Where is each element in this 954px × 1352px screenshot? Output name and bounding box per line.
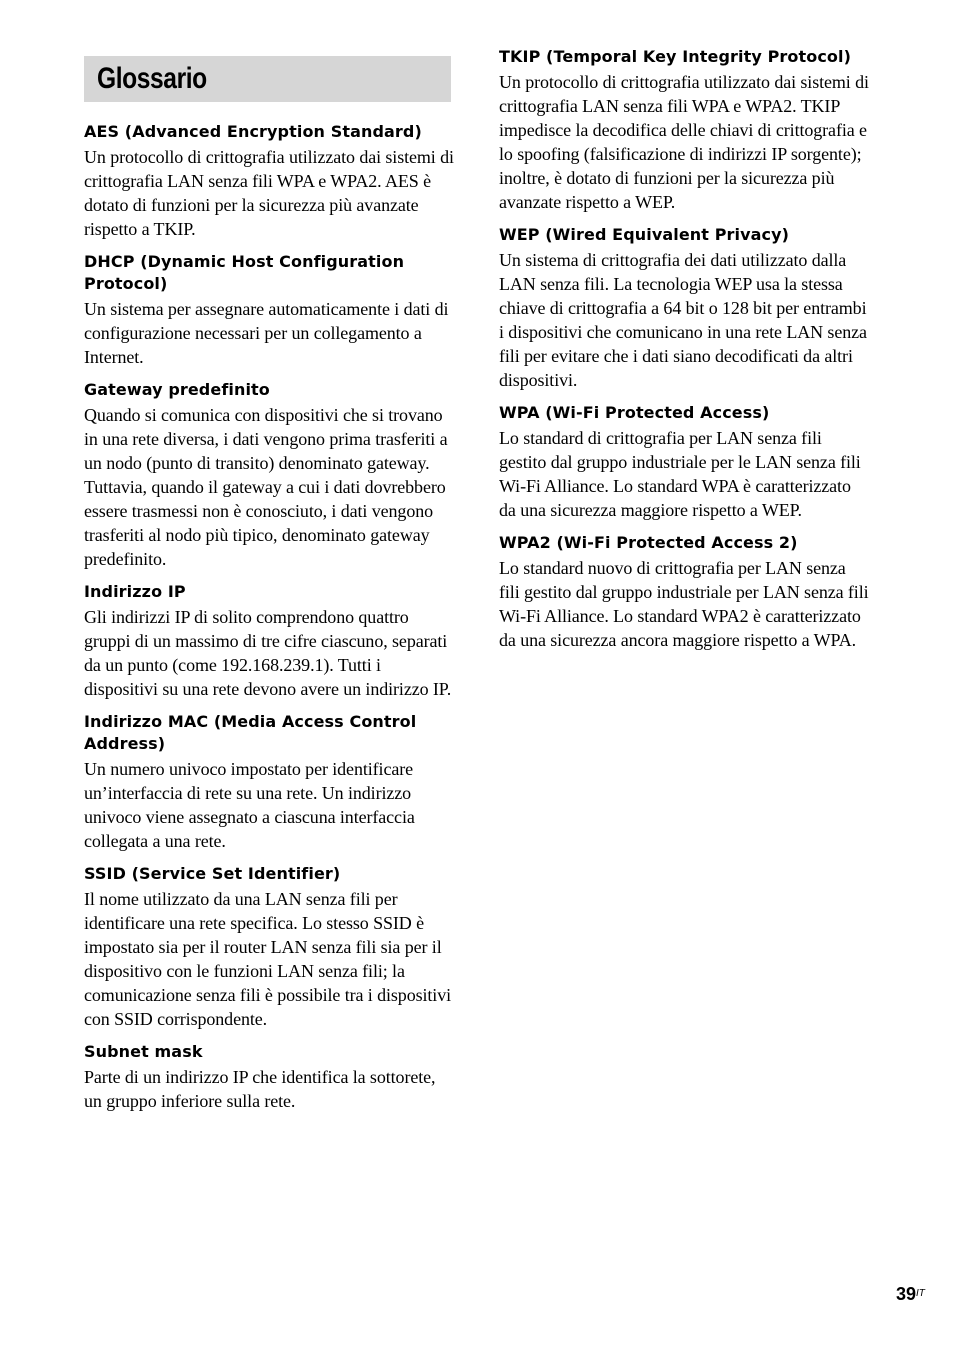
glossary-term: AES (Advanced Encryption Standard)	[84, 122, 422, 141]
glossary-definition: Quando si comunica con dispositivi che si trovano in una rete diversa, i dati vengono prima trasferiti a un nodo (punto di transito) denominato gateway. Tuttavia, quando il gateway a cui i dati dovrebbero essere trasmessi non è conosciuto, i dati vengono trasferiti al nodo più tipico, denominato gateway predefinito.	[84, 405, 448, 569]
glossary-term: SSID (Service Set Identifier)	[84, 864, 341, 883]
page-language-suffix: IT	[916, 1288, 925, 1299]
page-title: Glossario	[97, 62, 207, 95]
page-number-value: 39	[896, 1284, 917, 1304]
glossary-term: Indirizzo IP	[84, 582, 186, 601]
glossary-entry-mac-address	[84, 711, 454, 853]
glossary-entry-dhcp	[84, 251, 454, 369]
glossary-term: Gateway predefinito	[84, 380, 270, 399]
glossary-entry-aes	[84, 121, 454, 241]
glossary-definition: Gli indirizzi IP di solito comprendono quattro gruppi di un massimo di tre cifre ciascuno, separati da un punto (come 192.168.239.1). Tutti i dispositivi su una rete devono avere un indirizzo IP.	[84, 607, 452, 699]
page-number	[896, 1283, 925, 1305]
glossary-entry-subnet-mask	[84, 1041, 454, 1113]
section-title-box	[84, 56, 451, 102]
glossary-definition: Un protocollo di crittografia utilizzato dai sistemi di crittografia LAN senza fili WPA e WPA2. TKIP impedisce la decodifica delle chiavi di crittografia e lo spoofing (falsificazione di indirizzi IP sorgente); inoltre, è dotato di funzioni per la sicurezza più avanzate rispetto a WEP.	[499, 72, 869, 212]
glossary-definition: Un sistema di crittografia dei dati utilizzato dalla LAN senza fili. La tecnologia WEP usa la stessa chiave di crittografia a 64 bit o 128 bit per entrambi i dispositivi che comunicano in una rete LAN senza fili per evitare che i dati siano decodificati da altri dispositivi.	[499, 250, 867, 390]
glossary-term: Subnet mask	[84, 1042, 203, 1061]
glossary-right-column	[499, 46, 869, 662]
glossary-term: DHCP (Dynamic Host Configuration Protocol)	[84, 252, 405, 293]
glossary-term: WPA2 (Wi-Fi Protected Access 2)	[499, 533, 798, 552]
glossary-entry-ssid	[84, 863, 454, 1031]
glossary-definition: Il nome utilizzato da una LAN senza fili per identificare una rete specifica. Lo stesso SSID è impostato sia per il router LAN senza fili sia per il dispositivo con le funzioni LAN senza fili; la comunicazione senza fili è possibile tra i dispositivi con SSID corrispondente.	[84, 889, 452, 1029]
glossary-term: Indirizzo MAC (Media Access Control Address)	[84, 712, 417, 753]
glossary-definition: Parte di un indirizzo IP che identifica la sottorete, un gruppo inferiore sulla rete.	[84, 1067, 436, 1111]
glossary-entry-wep	[499, 224, 869, 392]
glossary-definition: Un sistema per assegnare automaticamente i dati di configurazione necessari per un collegamento a Internet.	[84, 299, 449, 367]
glossary-entry-wpa2	[499, 532, 869, 652]
glossary-definition: Lo standard nuovo di crittografia per LAN senza fili gestito dal gruppo industriale per LAN senza fili Wi-Fi Alliance. Lo standard WPA2 è caratterizzato da una sicurezza ancora maggiore rispetto a WPA.	[499, 558, 869, 650]
glossary-entry-wpa	[499, 402, 869, 522]
glossary-term: WPA (Wi-Fi Protected Access)	[499, 403, 770, 422]
glossary-left-column	[84, 121, 454, 1123]
glossary-definition: Lo standard di crittografia per LAN senza fili gestito dal gruppo industriale per le LAN senza fili Wi-Fi Alliance. Lo standard WPA è caratterizzato da una sicurezza maggiore rispetto a WEP.	[499, 428, 861, 520]
glossary-term: TKIP (Temporal Key Integrity Protocol)	[499, 47, 851, 66]
glossary-entry-ip-address	[84, 581, 454, 701]
glossary-definition: Un protocollo di crittografia utilizzato dai sistemi di crittografia LAN senza fili WPA e WPA2. AES è dotato di funzioni per la sicurezza più avanzate rispetto a TKIP.	[84, 147, 454, 239]
glossary-term: WEP (Wired Equivalent Privacy)	[499, 225, 790, 244]
glossary-entry-tkip	[499, 46, 869, 214]
glossary-entry-gateway	[84, 379, 454, 571]
glossary-definition: Un numero univoco impostato per identificare un’interfaccia di rete su una rete. Un indirizzo univoco viene assegnato a ciascuna interfaccia collegata a una rete.	[84, 759, 415, 851]
